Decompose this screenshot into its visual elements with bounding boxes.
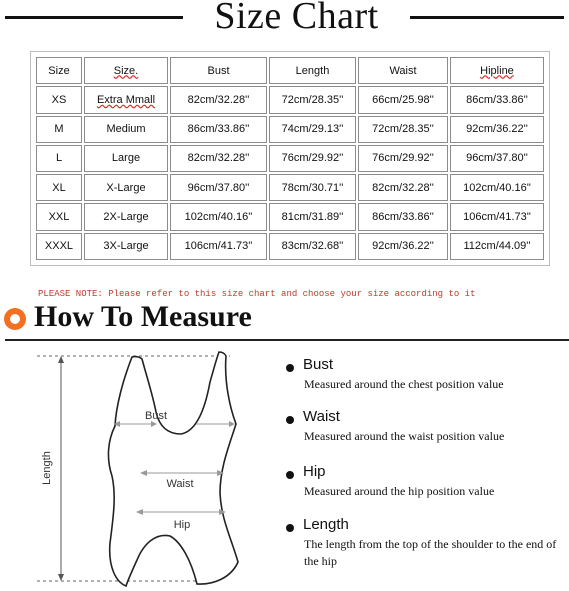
table-row [36,203,544,230]
cell-hipline: 96cm/37.80'' [450,145,544,172]
cell-size: XS [36,86,82,113]
cell-size: L [36,145,82,172]
cell-size-name-text: Extra Mmall [96,93,156,106]
bullet-icon [286,471,294,479]
cell-waist: 66cm/25.98'' [358,86,448,113]
cell-size-name: Medium [84,116,168,143]
item-title: Waist [303,408,340,425]
bodysuit-outline [108,352,238,586]
cell-length: 83cm/32.68'' [269,233,356,260]
size-table [34,55,546,262]
header-size-name-text: Size. [113,64,139,77]
cell-hipline: 92cm/36.22'' [450,116,544,143]
header-waist: Waist [358,57,448,84]
header-hipline [450,57,544,84]
how-to-measure-title: How To Measure [34,300,252,333]
cell-waist: 86cm/33.86'' [358,203,448,230]
header-length: Length [269,57,356,84]
cell-bust: 82cm/32.28'' [170,86,267,113]
waist-label: Waist [166,478,194,490]
cell-size-name: X-Large [84,174,168,201]
cell-hipline: 106cm/41.73'' [450,203,544,230]
table-row [36,145,544,172]
item-desc: Measured around the waist position value [304,429,505,443]
size-note: PLEASE NOTE: Please refer to this size chart and choose your size according to it [38,289,476,299]
cell-waist: 72cm/28.35'' [358,116,448,143]
cell-waist: 76cm/29.92'' [358,145,448,172]
cell-size: XXXL [36,233,82,260]
table-header-row [36,57,544,84]
how-to-measure-heading [4,302,304,338]
table-row [36,86,544,113]
cell-size-name: Large [84,145,168,172]
item-desc: Measured around the hip position value [304,484,495,498]
cell-bust: 86cm/33.86'' [170,116,267,143]
table-row [36,174,544,201]
target-icon [4,308,26,330]
table-row [36,116,544,143]
cell-waist: 82cm/32.28'' [358,174,448,201]
header-size-name [84,57,168,84]
cell-bust: 82cm/32.28'' [170,145,267,172]
title-rule-left [5,16,183,19]
hip-label: Hip [173,519,191,531]
header-bust: Bust [170,57,267,84]
cell-length: 78cm/30.71'' [269,174,356,201]
length-label: Length [41,451,53,485]
bust-label: Bust [144,410,168,422]
header-size: Size [36,57,82,84]
cell-size: XL [36,174,82,201]
cell-size-name [84,86,168,113]
cell-length: 72cm/28.35'' [269,86,356,113]
cell-size-name: 3X-Large [84,233,168,260]
size-chart-header [0,0,569,44]
item-desc: Measured around the chest position value [304,377,504,391]
cell-size: M [36,116,82,143]
item-desc: The length from the top of the shoulder to the end of the hip [304,537,557,568]
cell-length: 81cm/31.89'' [269,203,356,230]
cell-hipline: 102cm/40.16'' [450,174,544,201]
cell-size-name: 2X-Large [84,203,168,230]
cell-waist: 92cm/36.22'' [358,233,448,260]
cell-length: 76cm/29.92'' [269,145,356,172]
section-divider [5,339,569,341]
bodysuit-measure-diagram [20,348,270,591]
table-row [36,233,544,260]
item-title: Bust [303,356,334,373]
cell-bust: 102cm/40.16'' [170,203,267,230]
page-title: Size Chart [214,0,379,37]
cell-hipline: 86cm/33.86'' [450,86,544,113]
title-rule-right [410,16,564,19]
item-title: Hip [303,463,326,480]
cell-length: 74cm/29.13'' [269,116,356,143]
cell-hipline: 112cm/44.09'' [450,233,544,260]
bullet-icon [286,524,294,532]
bullet-icon [286,416,294,424]
cell-bust: 106cm/41.73'' [170,233,267,260]
header-hipline-text: Hipline [480,64,514,77]
bullet-icon [286,364,294,372]
item-title: Length [303,516,349,533]
cell-bust: 96cm/37.80'' [170,174,267,201]
cell-size: XXL [36,203,82,230]
